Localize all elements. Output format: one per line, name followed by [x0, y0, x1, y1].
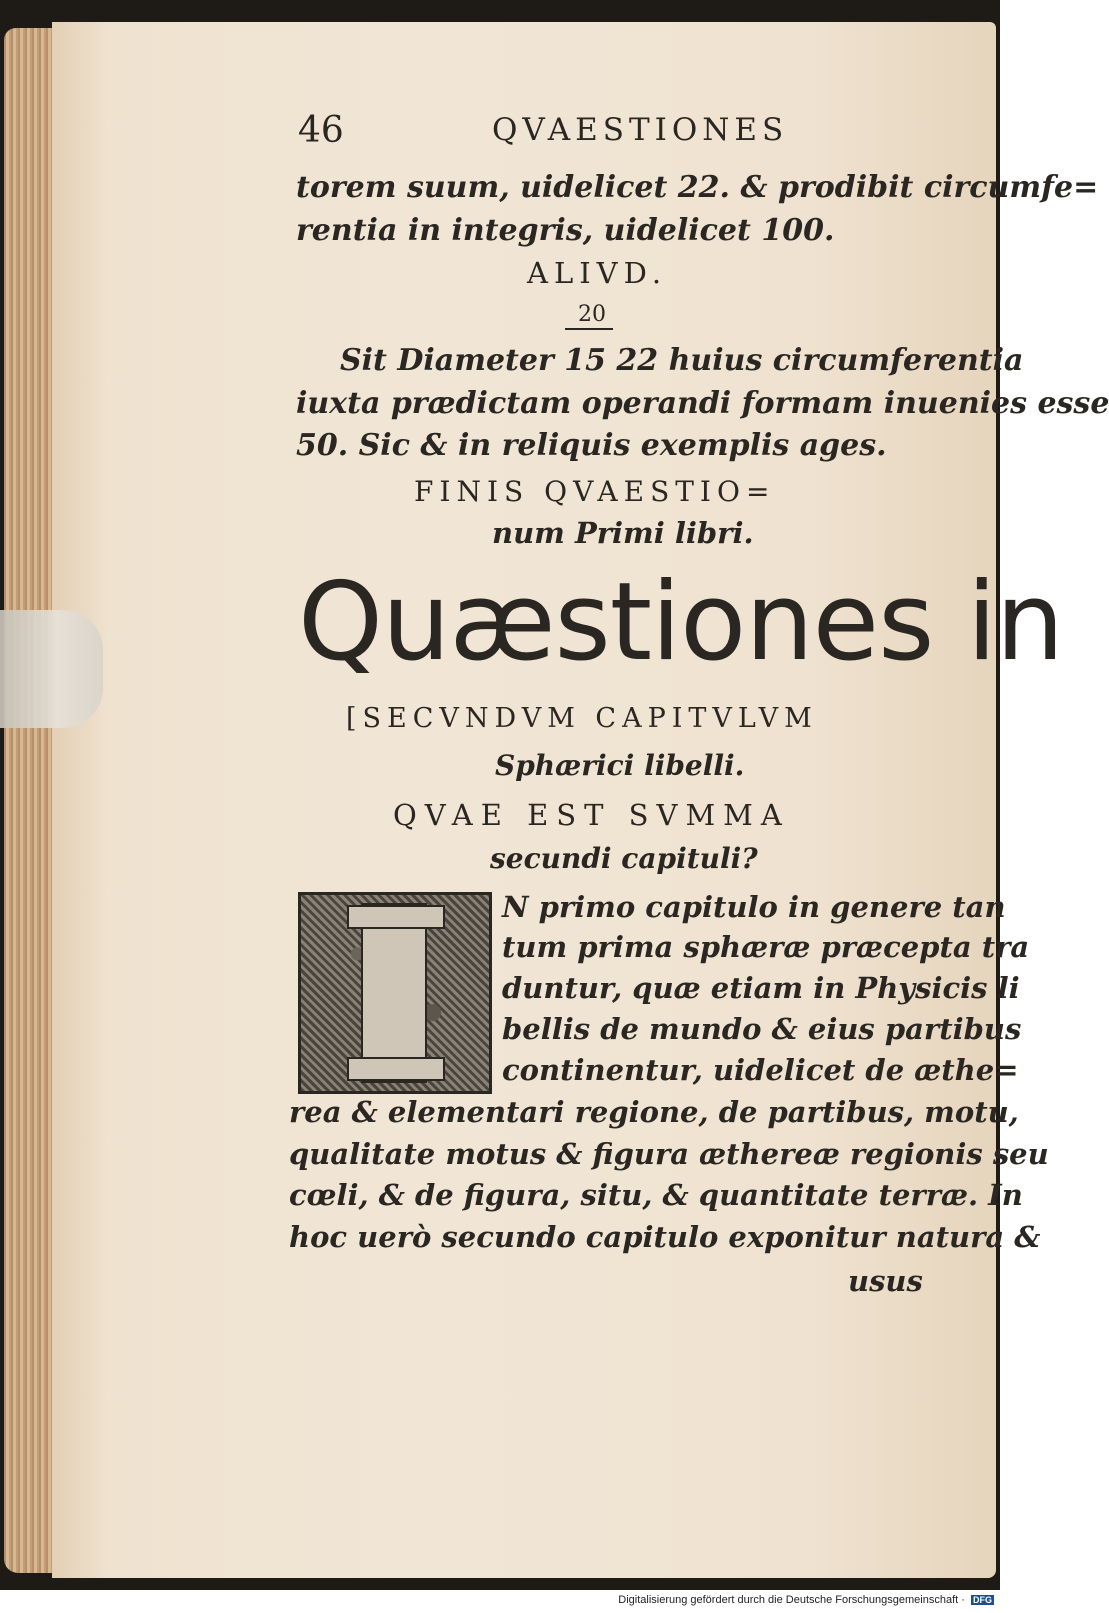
woodcut-initial-icon [298, 892, 492, 1094]
body-line: bellis de mundo & eius partibus [502, 1012, 1022, 1046]
initial-letter-I [361, 903, 427, 1083]
text-line: rentia in integris, uidelicet 100. [296, 213, 835, 248]
page-clip-tab [0, 610, 103, 728]
question-heading: QVAE EST SVMMA [393, 798, 790, 832]
fraction-numerator: 20 [578, 302, 606, 327]
body-line: N primo capitulo in genere tan [502, 890, 1006, 924]
body-line: continentur, uidelicet de æthe= [502, 1053, 1019, 1087]
body-line: tum prima sphæræ præcepta tra [502, 930, 1030, 964]
digitization-credit: Digitalisierung gefördert durch die Deutsche Forschungsgemeinschaft · DFG [618, 1594, 992, 1606]
dfg-logo: DFG [973, 1595, 992, 1606]
chapter-subtitle: [SECVNDVM CAPITVLVM [346, 703, 818, 734]
chapter-title: Quæstiones in [298, 560, 1064, 685]
text-line: torem suum, uidelicet 22. & prodibit circumfe= [296, 170, 1099, 205]
credit-text: Digitalisierung gefördert durch die Deutsche Forschungsgemeinschaft [618, 1594, 959, 1606]
fraction-bar [565, 328, 613, 330]
body-line: hoc uerò secundo capitulo exponitur natura & [289, 1220, 1041, 1254]
finis-heading: FINIS QVAESTIO= [414, 475, 776, 508]
text-line: 50. Sic & in reliquis exemplis ages. [296, 428, 887, 463]
page-number: 46 [298, 110, 344, 151]
body-line: rea & elementari regione, de partibus, motu, [289, 1095, 1019, 1129]
running-title: QVAESTIONES [492, 112, 789, 148]
body-line: qualitate motus & figura æthereæ regionis seu [289, 1137, 1049, 1171]
body-line: cœli, & de figura, situ, & quantitate terræ. In [289, 1178, 1023, 1212]
text-line: iuxta prædictam operandi formam inuenies esse [296, 386, 1109, 421]
body-line: duntur, quæ etiam in Physicis li [502, 971, 1020, 1005]
finis-subline: num Primi libri. [492, 516, 754, 550]
text-line: Sit Diameter 15 22 huius circumferentia [340, 343, 1024, 378]
chapter-subtitle-italic: Sphærici libelli. [495, 749, 745, 782]
catchword: usus [848, 1264, 923, 1298]
section-heading: ALIVD. [527, 256, 668, 290]
question-subheading: secundi capituli? [490, 842, 758, 875]
